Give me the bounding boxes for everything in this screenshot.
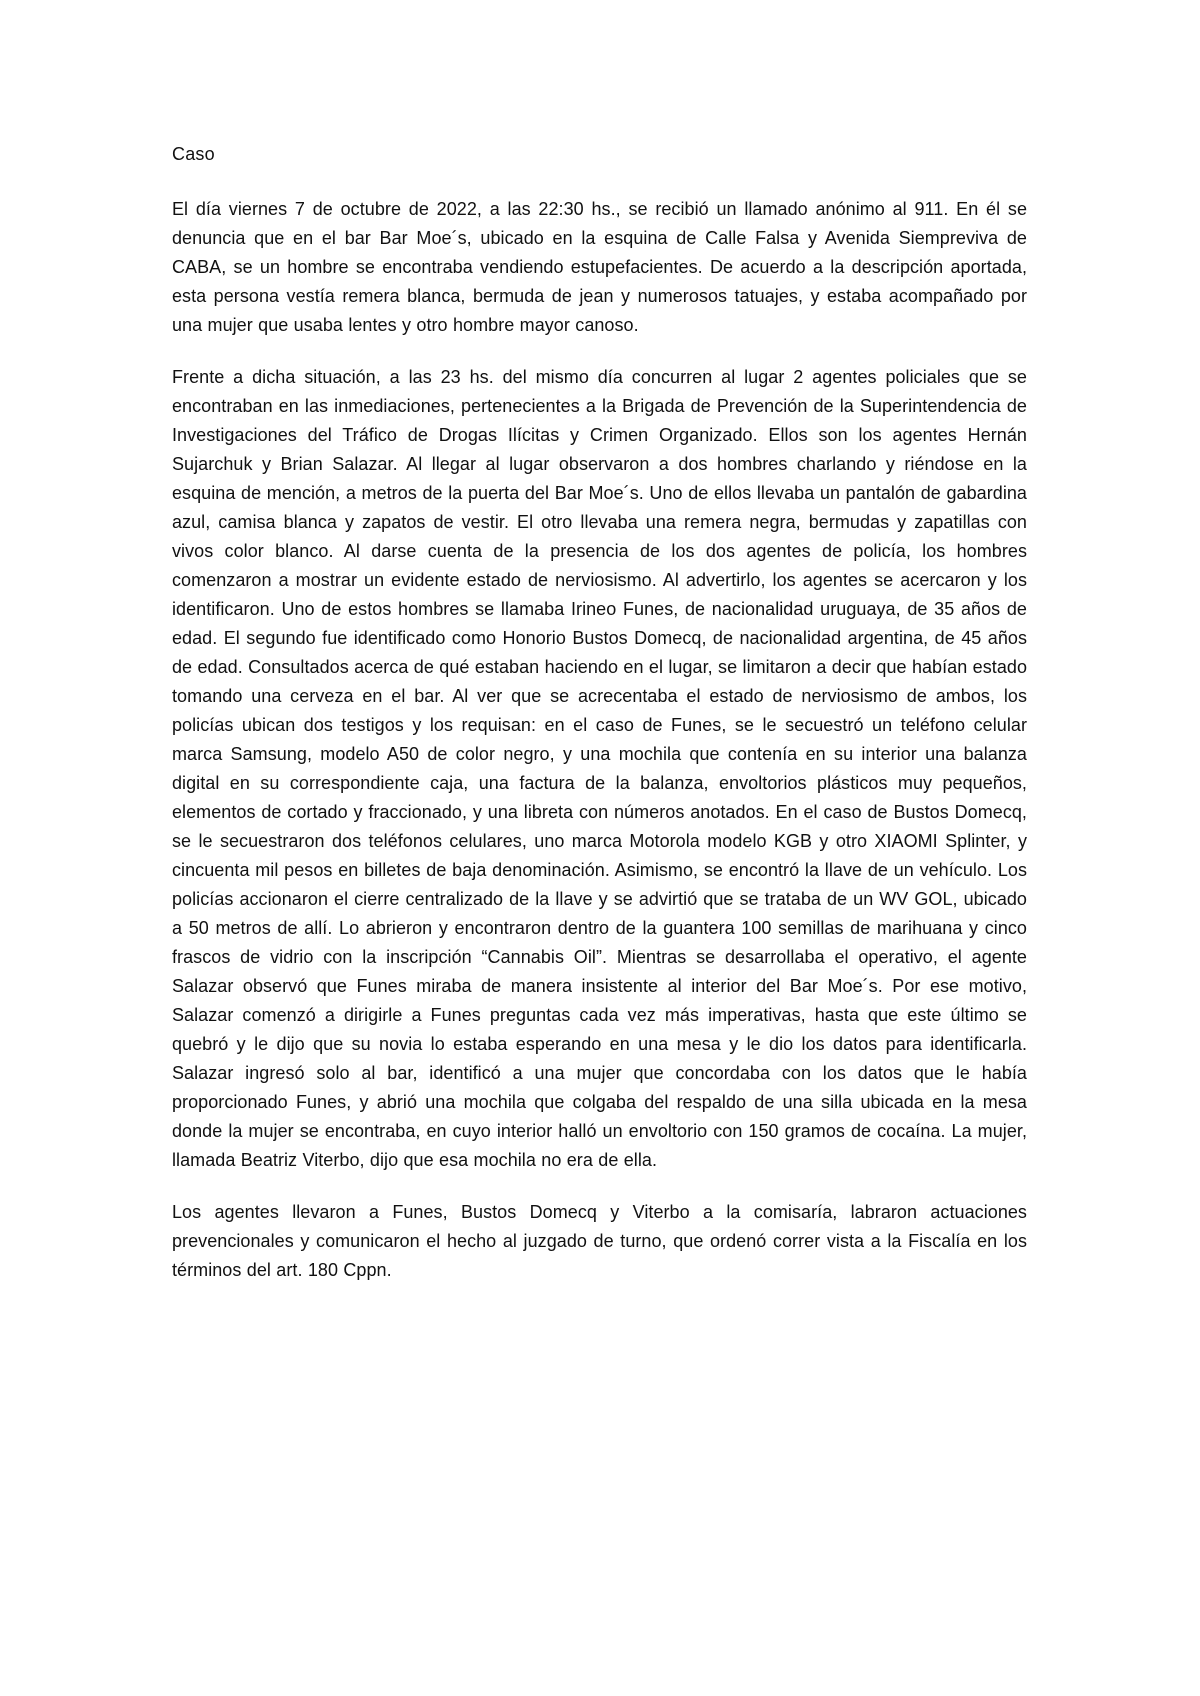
document-body <box>172 140 1027 1308</box>
document-title: Caso <box>172 144 215 164</box>
paragraph-report: El día viernes 7 de octubre de 2022, a las 22:30 hs., se recibió un llamado anónimo al 911. En él se denuncia que en el bar Bar Moe´s, ubicado en la esquina de Calle Falsa y Avenida Siempreviva de CABA, se un hombre se encontraba vendiendo estupefacientes. De acuerdo a la descripción aportada, esta persona vestía remera blanca, bermuda de jean y numerosos tatuajes, y estaba acompañado por una mujer que usaba lentes y otro hombre mayor canoso. <box>172 199 1027 335</box>
paragraph-operation: Frente a dicha situación, a las 23 hs. del mismo día concurren al lugar 2 agentes policiales que se encontraban en las inmediaciones, pertenecientes a la Brigada de Prevención de la Superintendencia de Investigaciones del Tráfico de Drogas Ilícitas y Crimen Organizado. Ellos son los agentes Hernán Sujarchuk y Brian Salazar. Al llegar al lugar observaron a dos hombres charlando y riéndose en la esquina de mención, a metros de la puerta del Bar Moe´s. Uno de ellos llevaba un pantalón de gabardina azul, camisa blanca y zapatos de vestir. El otro llevaba una remera negra, bermudas y zapatillas con vivos color blanco. Al darse cuenta de la presencia de los dos agentes de policía, los hombres comenzaron a mostrar un evidente estado de nerviosismo. Al advertirlo, los agentes se acercaron y los identificaron. Uno de estos hombres se llamaba Irineo Funes, de nacionalidad uruguaya, de 35 años de edad. El segundo fue identificado como Honorio Bustos Domecq, de nacionalidad argentina, de 45 años de edad. Consultados acerca de qué estaban haciendo en el lugar, se limitaron a decir que habían estado tomando una cerveza en el bar. Al ver que se acrecentaba el estado de nerviosismo de ambos, los policías ubican dos testigos y los requisan: en el caso de Funes, se le secuestró un teléfono celular marca Samsung, modelo A50 de color negro, y una mochila que contenía en su interior una balanza digital en su correspondiente caja, una factura de la balanza, envoltorios plásticos muy pequeños, elementos de cortado y fraccionado, y una libreta con números anotados. En el caso de Bustos Domecq, se le secuestraron dos teléfonos celulares, uno marca Motorola modelo KGB y otro XIAOMI Splinter, y cincuenta mil pesos en billetes de baja denominación. Asimismo, se encontró la llave de un vehículo. Los policías accionaron el cierre centralizado de la llave y se advirtió que se trataba de un WV GOL, ubicado a 50 metros de allí. Lo abrieron y encontraron dentro de la guantera 100 semillas de marihuana y cinco frascos de vidrio con la inscripción “Cannabis Oil”. Mientras se desarrollaba el operativo, el agente Salazar observó que Funes miraba de manera insistente al interior del Bar Moe´s. Por ese motivo, Salazar comenzó a dirigirle a Funes preguntas cada vez más imperativas, hasta que este último se quebró y le dijo que su novia lo estaba esperando en una mesa y le dio los datos para identificarla. Salazar ingresó solo al bar, identificó a una mujer que concordaba con los datos que le había proporcionado Funes, y abrió una mochila que colgaba del respaldo de una silla ubicada en la mesa donde la mujer se encontraba, en cuyo interior halló un envoltorio con 150 gramos de cocaína. La mujer, llamada Beatriz Viterbo, dijo que esa mochila no era de ella. <box>172 367 1027 1170</box>
paragraph-conclusion: Los agentes llevaron a Funes, Bustos Domecq y Viterbo a la comisaría, labraron actuaciones prevencionales y comunicaron el hecho al juzgado de turno, que ordenó correr vista a la Fiscalía en los términos del art. 180 Cppn. <box>172 1202 1027 1280</box>
